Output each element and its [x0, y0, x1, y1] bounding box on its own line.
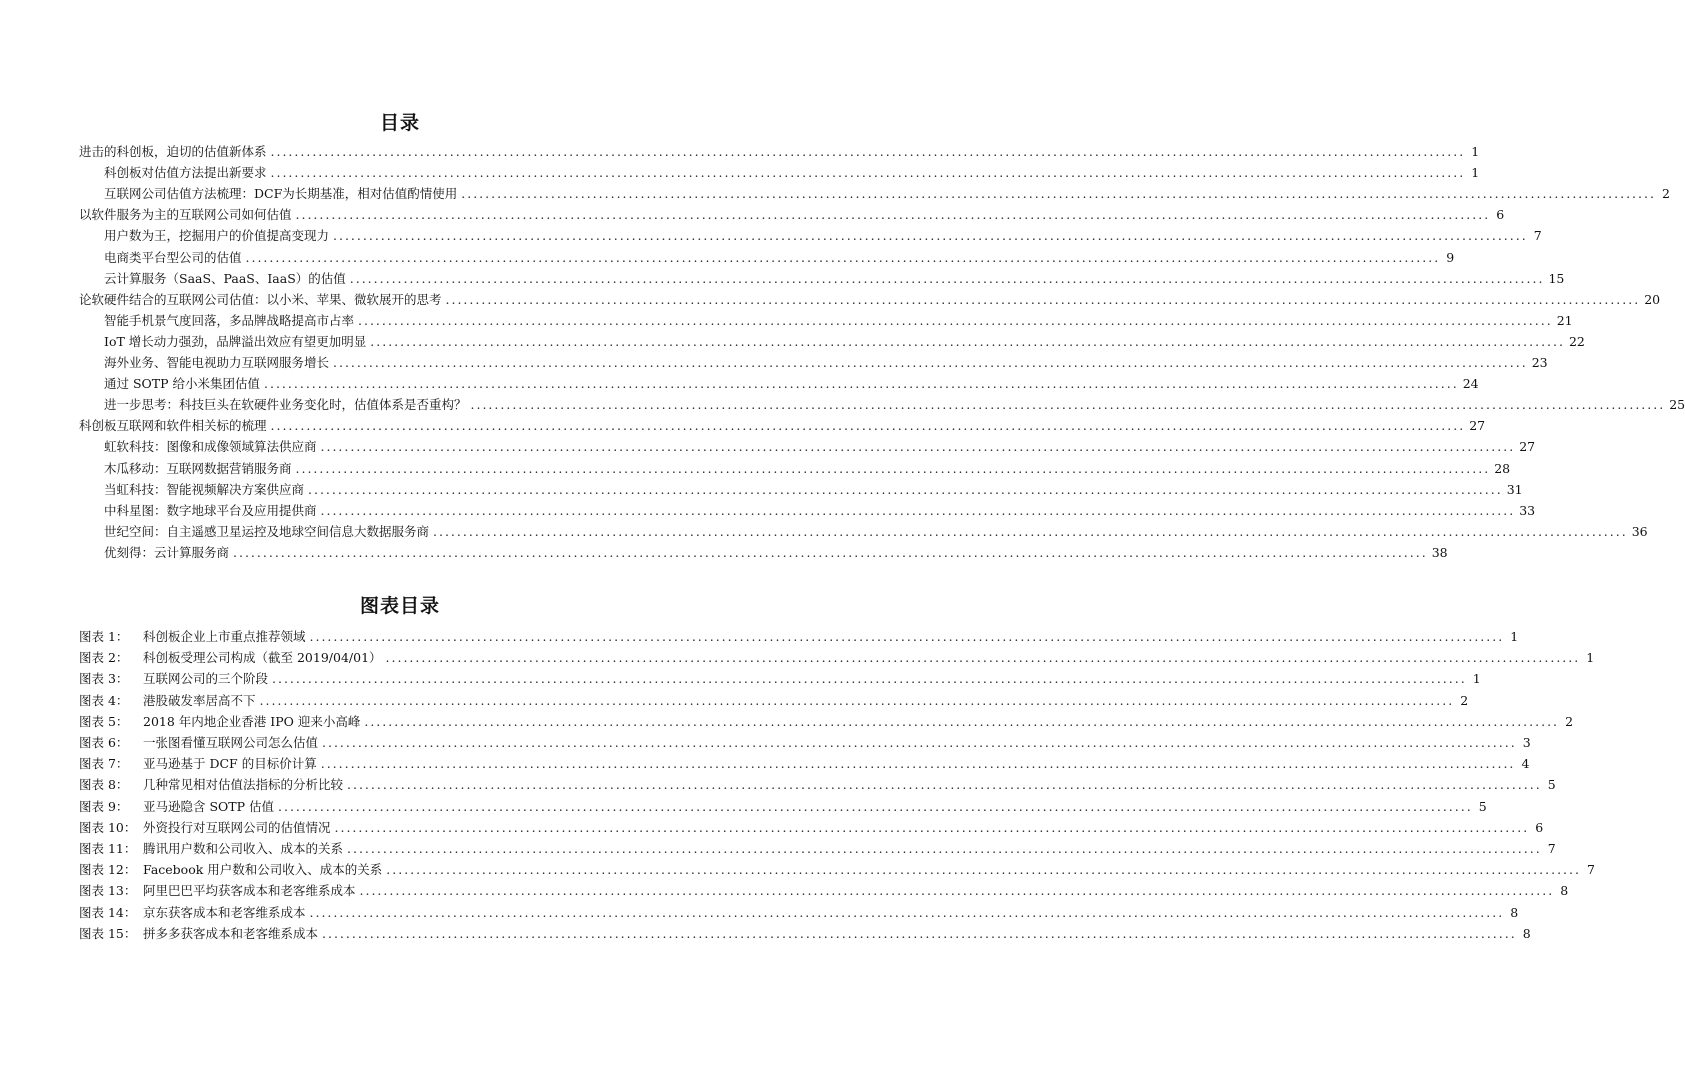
figure-entry[interactable]: [79, 902, 1519, 923]
figure-page-number: 2: [1460, 692, 1469, 708]
dot-leader: ........................................................................................................................................................................................................: [278, 798, 1473, 814]
toc-subsection-entry[interactable]: [104, 183, 1670, 204]
toc-subsection-entry[interactable]: [104, 225, 1542, 246]
figure-entry[interactable]: [79, 923, 1531, 944]
figure-label: 图表 5：: [79, 713, 129, 729]
toc-entry-text: 用户数为王，挖掘用户的价值提高变现力: [104, 228, 330, 244]
dot-leader: ........................................................................................................................................................................................................: [385, 650, 1581, 666]
figure-entry-text: 亚马逊隐含 SOTP 估值: [143, 798, 275, 814]
dot-leader: ........................................................................................................................................................................................................: [470, 397, 1666, 413]
toc-section-entry[interactable]: [79, 415, 1486, 436]
toc-entry-text: 世纪空间：自主遥感卫星运控及地球空间信息大数据服务商: [104, 523, 430, 539]
toc-entry-text: 论软硬件结合的互联网公司估值：以小米、苹果、微软展开的思考: [79, 291, 442, 307]
figure-entry[interactable]: [79, 732, 1531, 753]
figure-entry[interactable]: [79, 880, 1569, 901]
dot-leader: ........................................................................................................................................................................................................: [270, 165, 1466, 181]
toc-page-number: 7: [1533, 228, 1542, 244]
toc-subsection-entry[interactable]: [104, 394, 1685, 415]
figure-page-number: 6: [1535, 819, 1544, 835]
figure-label: 图表 12：: [79, 862, 137, 878]
dot-leader: ........................................................................................................................................................................................................: [259, 692, 1455, 708]
dot-leader: ........................................................................................................................................................................................................: [295, 460, 1491, 476]
toc-entry-text: 进一步思考：科技巨头在软硬件业务变化时，估值体系是否重构？: [104, 397, 467, 413]
toc-entry-text: 虹软科技：图像和成像领域算法供应商: [104, 439, 317, 455]
figure-label: 图表 9：: [79, 798, 129, 814]
toc-title: 目录: [379, 112, 420, 134]
figure-entry[interactable]: [79, 838, 1556, 859]
toc-page-number: 15: [1548, 270, 1565, 286]
toc-subsection-entry[interactable]: [104, 521, 1648, 542]
toc-page-number: 9: [1446, 249, 1455, 265]
dot-leader: ........................................................................................................................................................................................................: [295, 207, 1491, 223]
toc-subsection-entry[interactable]: [104, 162, 1480, 183]
figure-page-number: 5: [1478, 798, 1487, 814]
dot-leader: ........................................................................................................................................................................................................: [322, 925, 1517, 941]
figure-label: 图表 3：: [79, 671, 129, 687]
figure-entry[interactable]: [79, 859, 1595, 880]
figure-entry-text: 腾讯用户数和公司收入、成本的关系: [143, 841, 344, 856]
dot-leader: ........................................................................................................................................................................................................: [333, 228, 1528, 244]
figure-entry[interactable]: [79, 774, 1556, 795]
dot-leader: ........................................................................................................................................................................................................: [333, 355, 1528, 370]
toc-page-number: 24: [1462, 376, 1479, 392]
dot-leader: ........................................................................................................................................................................................................: [245, 249, 1441, 265]
toc-page-number: 21: [1556, 312, 1573, 328]
figure-entry[interactable]: [79, 626, 1519, 647]
figure-label: 图表 10：: [79, 819, 137, 835]
dot-leader: ........................................................................................................................................................................................................: [349, 270, 1545, 286]
toc-page-number: 25: [1669, 397, 1685, 413]
figure-label: 图表 7：: [79, 756, 129, 772]
figure-entry[interactable]: [79, 753, 1530, 774]
dot-leader: ........................................................................................................................................................................................................: [272, 671, 1467, 687]
toc-entry-text: 木瓜移动：互联网数据营销服务商: [104, 460, 292, 476]
dot-leader: ........................................................................................................................................................................................................: [347, 777, 1542, 793]
dot-leader: ........................................................................................................................................................................................................: [308, 481, 1503, 497]
toc-entry-text: 通过 SOTP 给小米集团估值: [104, 376, 261, 392]
figure-entry[interactable]: [79, 796, 1487, 817]
dot-leader: ........................................................................................................................................................................................................: [433, 523, 1628, 539]
toc-entry-text: 海外业务、智能电视助力互联网服务增长: [104, 355, 330, 370]
toc-page-number: 22: [1568, 333, 1585, 349]
toc-subsection-entry[interactable]: [104, 352, 1548, 373]
dot-leader: ........................................................................................................................................................................................................: [347, 841, 1542, 856]
figure-page-number: 8: [1510, 904, 1519, 920]
figure-entry-text: 外资投行对互联网公司的估值情况: [143, 819, 331, 835]
toc-page-number: 6: [1496, 207, 1505, 223]
figure-entry-text: 几种常见相对估值法指标的分析比较: [143, 777, 344, 793]
figure-page-number: 1: [1510, 629, 1519, 644]
toc-subsection-entry[interactable]: [104, 310, 1573, 331]
toc-page-number: 1: [1471, 165, 1480, 181]
toc-page-number: 36: [1631, 523, 1648, 539]
figure-label: 图表 11：: [79, 841, 137, 856]
toc-subsection-entry[interactable]: [104, 268, 1565, 289]
figure-entry[interactable]: [79, 711, 1574, 732]
figure-entry[interactable]: [79, 817, 1544, 838]
figure-entry[interactable]: [79, 647, 1595, 668]
toc-page-number: 20: [1644, 291, 1661, 307]
figure-label: 图表 1：: [79, 629, 129, 644]
toc-entry-text: 中科星图：数字地球平台及应用提供商: [104, 502, 317, 518]
dot-leader: ........................................................................................................................................................................................................: [309, 629, 1505, 644]
toc-page-number: 33: [1519, 502, 1536, 518]
dot-leader: ........................................................................................................................................................................................................: [358, 312, 1553, 328]
figure-label: 图表 13：: [79, 883, 137, 899]
dot-leader: ........................................................................................................................................................................................................: [320, 756, 1516, 772]
toc-page-number: 2: [1662, 186, 1670, 202]
toc-subsection-entry[interactable]: [104, 436, 1536, 457]
dot-leader: ........................................................................................................................................................................................................: [334, 819, 1530, 835]
toc-entry-text: 云计算服务（SaaS、PaaS、IaaS）的估值: [104, 270, 346, 286]
figure-page-number: 7: [1587, 862, 1595, 878]
dot-leader: ........................................................................................................................................................................................................: [461, 186, 1656, 202]
figure-entry[interactable]: [79, 668, 1481, 689]
toc-entry-text: 当虹科技：智能视频解决方案供应商: [104, 481, 305, 497]
figure-entry-text: 阿里巴巴平均获客成本和老客维系成本: [143, 883, 356, 899]
toc-page-number: 27: [1519, 439, 1536, 455]
dot-leader: ........................................................................................................................................................................................................: [233, 544, 1428, 560]
figure-page-number: 8: [1560, 883, 1569, 899]
figure-label: 图表 15：: [79, 925, 137, 941]
figure-page-number: 7: [1547, 841, 1556, 856]
figure-entry-text: Facebook 用户数和公司收入、成本的关系: [143, 862, 383, 878]
toc-subsection-entry[interactable]: [104, 542, 1448, 563]
dot-leader: ........................................................................................................................................................................................................: [386, 862, 1581, 878]
figure-label: 图表 14：: [79, 904, 137, 920]
dot-leader: ........................................................................................................................................................................................................: [270, 144, 1466, 159]
toc-subsection-entry[interactable]: [104, 373, 1479, 394]
dot-leader: ........................................................................................................................................................................................................: [320, 439, 1516, 455]
figure-label: 图表 6：: [79, 735, 129, 750]
toc-section-entry[interactable]: [79, 204, 1505, 225]
dot-leader: ........................................................................................................................................................................................................: [322, 735, 1517, 750]
figure-page-number: 1: [1586, 650, 1595, 666]
toc-entry-text: 以软件服务为主的互联网公司如何估值: [79, 207, 292, 223]
toc-page-number: 31: [1506, 481, 1523, 497]
figure-label: 图表 8：: [79, 777, 129, 793]
figure-label: 图表 4：: [79, 692, 129, 708]
toc-section-entry[interactable]: [79, 141, 1480, 162]
figure-label: 图表 2：: [79, 650, 129, 666]
figure-entry-text: 拼多多获客成本和老客维系成本: [143, 925, 319, 941]
toc-subsection-entry[interactable]: [104, 247, 1455, 268]
figure-entry[interactable]: [79, 690, 1469, 711]
figure-page-number: 1: [1472, 671, 1481, 687]
figure-page-number: 5: [1547, 777, 1556, 793]
dot-leader: ........................................................................................................................................................................................................: [364, 713, 1560, 729]
toc-entry-text: 电商类平台型公司的估值: [104, 249, 242, 265]
dot-leader: ........................................................................................................................................................................................................: [309, 904, 1505, 920]
toc-entry-text: 优刻得：云计算服务商: [104, 544, 230, 560]
figure-entry-text: 港股破发率居高不下: [143, 692, 256, 708]
figure-page-number: 4: [1521, 756, 1530, 772]
toc-entry-text: 科创板对估值方法提出新要求: [104, 165, 267, 181]
figure-entry-text: 京东获客成本和老客维系成本: [143, 904, 306, 920]
toc-entry-text: 进击的科创板，迫切的估值新体系: [79, 144, 267, 159]
toc-page-number: 23: [1531, 355, 1548, 370]
toc-page-number: 1: [1471, 144, 1480, 159]
toc-entry-text: 互联网公司估值方法梳理：DCF为长期基准，相对估值酌情使用: [104, 186, 458, 202]
figure-page-number: 3: [1522, 735, 1531, 750]
dot-leader: ........................................................................................................................................................................................................: [370, 333, 1565, 349]
dot-leader: ........................................................................................................................................................................................................: [270, 418, 1466, 434]
toc-subsection-entry[interactable]: [104, 500, 1536, 521]
toc-page-number: 38: [1431, 544, 1448, 560]
toc-page-number: 28: [1494, 460, 1511, 476]
toc-subsection-entry[interactable]: [104, 479, 1523, 500]
figure-entry-text: 一张图看懂互联网公司怎么估值: [143, 735, 319, 750]
toc-entry-text: 智能手机景气度回落，多品牌战略提高市占率: [104, 312, 355, 328]
figure-entry-text: 亚马逊基于 DCF 的目标价计算: [143, 756, 317, 772]
toc-page-number: 27: [1469, 418, 1486, 434]
figure-page-number: 2: [1565, 713, 1574, 729]
toc-entry-text: 科创板互联网和软件相关标的梳理: [79, 418, 267, 434]
dot-leader: ........................................................................................................................................................................................................: [264, 376, 1459, 392]
toc-subsection-entry[interactable]: [104, 331, 1585, 352]
figure-entry-text: 科创板受理公司构成（截至 2019/04/01）: [143, 650, 382, 666]
toc-entry-text: IoT 增长动力强劲，品牌溢出效应有望更加明显: [104, 333, 367, 349]
dot-leader: ........................................................................................................................................................................................................: [359, 883, 1555, 899]
figure-entry-text: 互联网公司的三个阶段: [143, 671, 269, 687]
figure-entry-text: 2018 年内地企业香港 IPO 迎来小高峰: [143, 713, 361, 729]
figure-page-number: 8: [1522, 925, 1531, 941]
toc-subsection-entry[interactable]: [104, 458, 1511, 479]
toc-section-entry[interactable]: [79, 289, 1661, 310]
dot-leader: ........................................................................................................................................................................................................: [445, 291, 1641, 307]
dot-leader: ........................................................................................................................................................................................................: [320, 502, 1516, 518]
figure-list-title: 图表目录: [359, 595, 440, 617]
figure-entry-text: 科创板企业上市重点推荐领域: [143, 629, 306, 644]
